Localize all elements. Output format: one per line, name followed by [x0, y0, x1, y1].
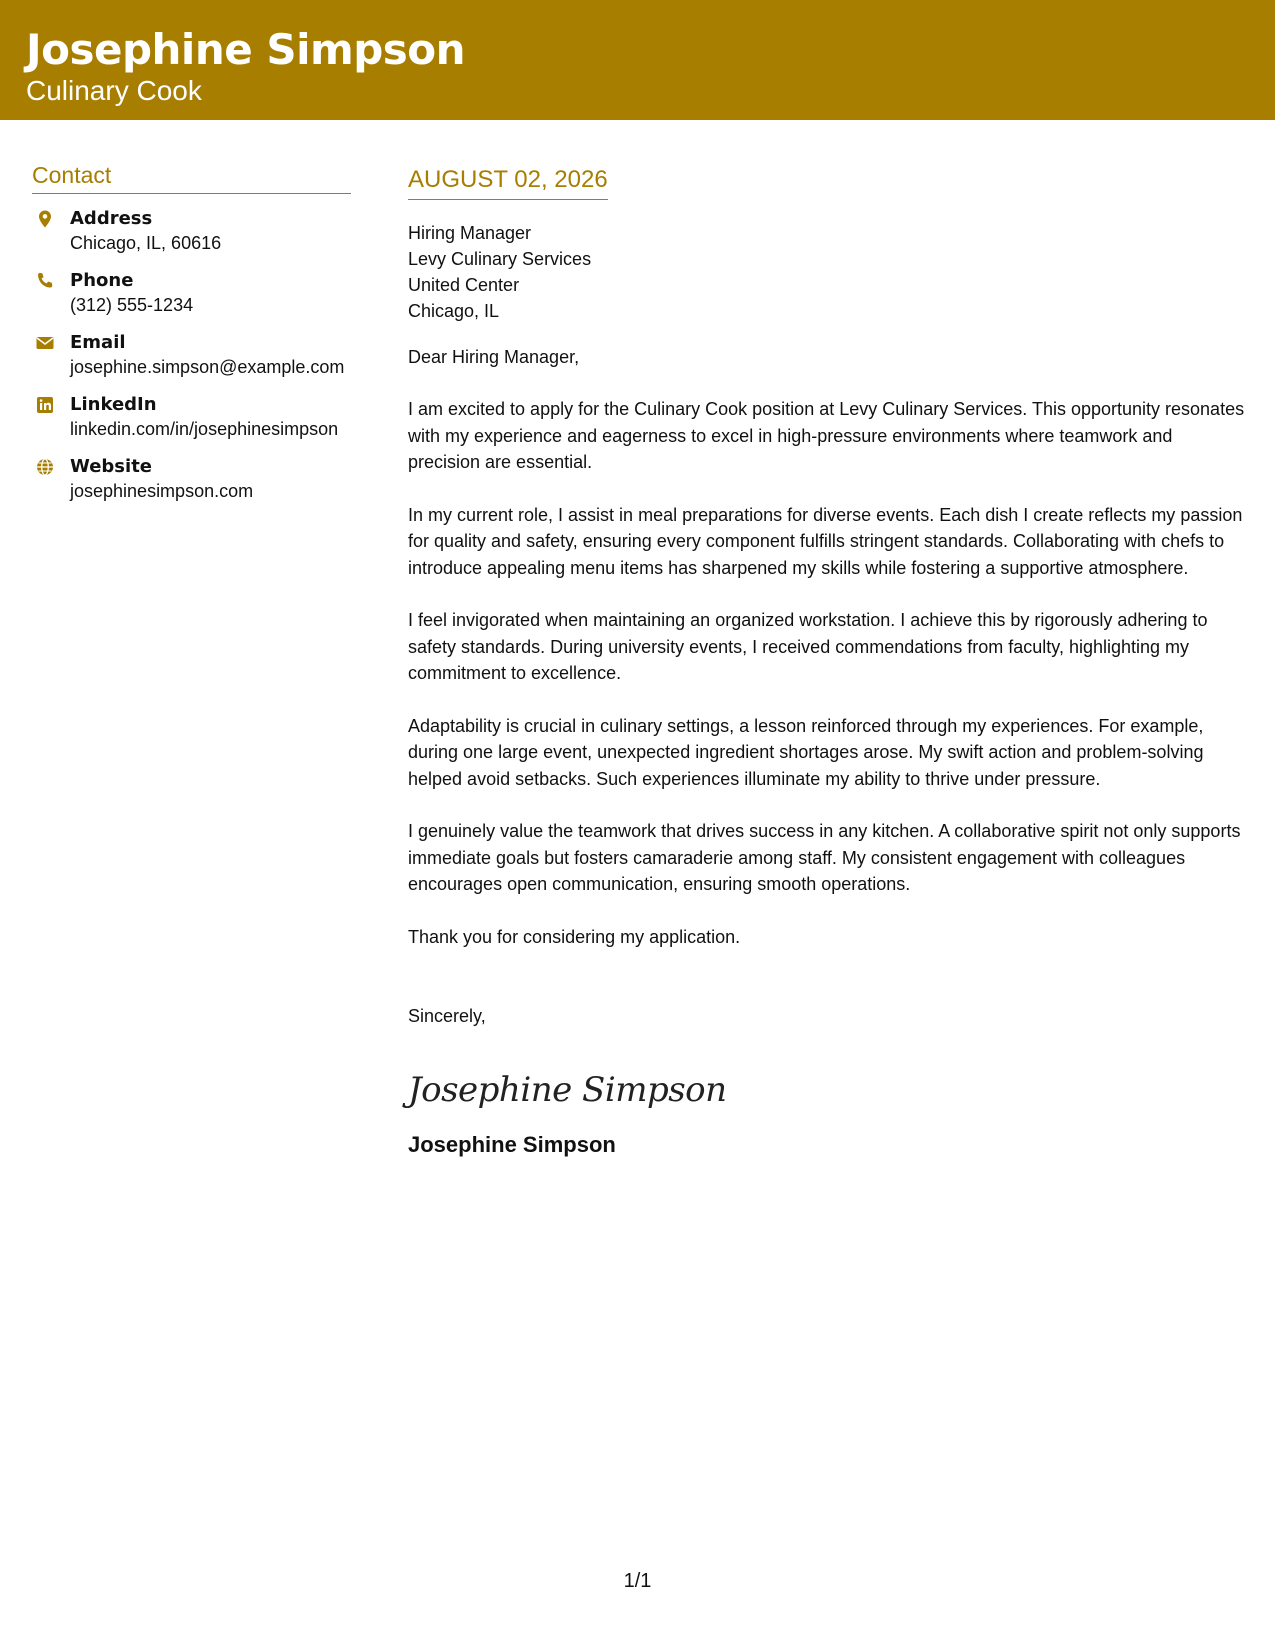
body-paragraph: I genuinely value the teamwork that drives success in any kitchen. A collaborative spirit not only supports immediate goals but fosters camaraderie among staff. My consistent engagement with colleagues encourages open communication, ensuring smooth operations.	[408, 821, 1241, 894]
contact-item-address	[32, 207, 351, 256]
signer-name: Josephine Simpson	[408, 1132, 616, 1157]
map-marker-icon	[35, 209, 55, 229]
contact-value: Chicago, IL, 60616	[70, 233, 222, 253]
contact-list	[32, 207, 351, 504]
contact-heading: Contact	[32, 160, 351, 194]
contact-label: Website	[70, 456, 153, 477]
globe-icon	[35, 457, 55, 477]
letter-body	[408, 165, 1248, 1159]
contact-value: (312) 555-1234	[70, 295, 194, 315]
body-paragraph: In my current role, I assist in meal preparations for diverse events. Each dish I create reflects my passion for quality and safety, ensuring every component fulfills stringent standards. Collaborating with chefs to introduce appealing menu items has sharpened my skills while fostering a supportive atmosphere.	[408, 504, 1243, 578]
recipient-line: Chicago, IL	[408, 301, 500, 321]
job-title: Culinary Cook	[26, 75, 202, 106]
contact-item-phone	[32, 269, 351, 318]
contact-label: LinkedIn	[70, 394, 157, 415]
letter-date: AUGUST 02, 2026	[408, 166, 608, 193]
closing: Sincerely,	[408, 1006, 486, 1026]
linkedin-icon	[35, 395, 55, 415]
date-block	[408, 165, 608, 200]
body-paragraph: Adaptability is crucial in culinary settings, a lesson reinforced through my experiences. For example, during one large event, unexpected ingredient shortages arose. My swift action and problem-solving helped avoid setbacks. Such experiences illuminate my ability to thrive under pressure.	[408, 715, 1204, 789]
header-banner	[0, 0, 1275, 120]
signature-image	[408, 1057, 727, 1117]
contact-value[interactable]: josephine.simpson@example.com	[70, 357, 345, 377]
salutation: Dear Hiring Manager,	[408, 347, 580, 367]
contact-label: Email	[70, 332, 126, 353]
page-number: 1/1	[623, 1570, 652, 1592]
body-paragraph: Thank you for considering my application.	[408, 926, 741, 947]
contact-item-website	[32, 455, 351, 504]
recipient-line: Hiring Manager	[408, 223, 532, 243]
recipient-block	[408, 220, 1248, 324]
signature-text: Josephine Simpson	[408, 1070, 727, 1110]
recipient-line: United Center	[408, 275, 520, 295]
envelope-icon	[35, 333, 55, 353]
body-paragraph: I feel invigorated when maintaining an organized workstation. I achieve this by rigorously adhering to safety standards. During university events, I received commendations from faculty, highlighting my commitment to excellence.	[408, 610, 1208, 683]
phone-icon	[35, 271, 55, 291]
contact-label: Address	[70, 208, 153, 229]
applicant-name: Josephine Simpson	[26, 25, 466, 74]
contact-value[interactable]: josephinesimpson.com	[70, 481, 254, 501]
contact-item-linkedin	[32, 393, 351, 442]
body-paragraph: I am excited to apply for the Culinary Cook position at Levy Culinary Services. This opportunity resonates with my experience and eagerness to excel in high-pressure environments where teamwork and precision are essential.	[408, 399, 1245, 472]
contact-sidebar	[32, 160, 351, 517]
contact-item-email	[32, 331, 351, 380]
contact-value[interactable]: linkedin.com/in/josephinesimpson	[70, 419, 339, 439]
recipient-line: Levy Culinary Services	[408, 249, 592, 269]
contact-label: Phone	[70, 270, 134, 291]
